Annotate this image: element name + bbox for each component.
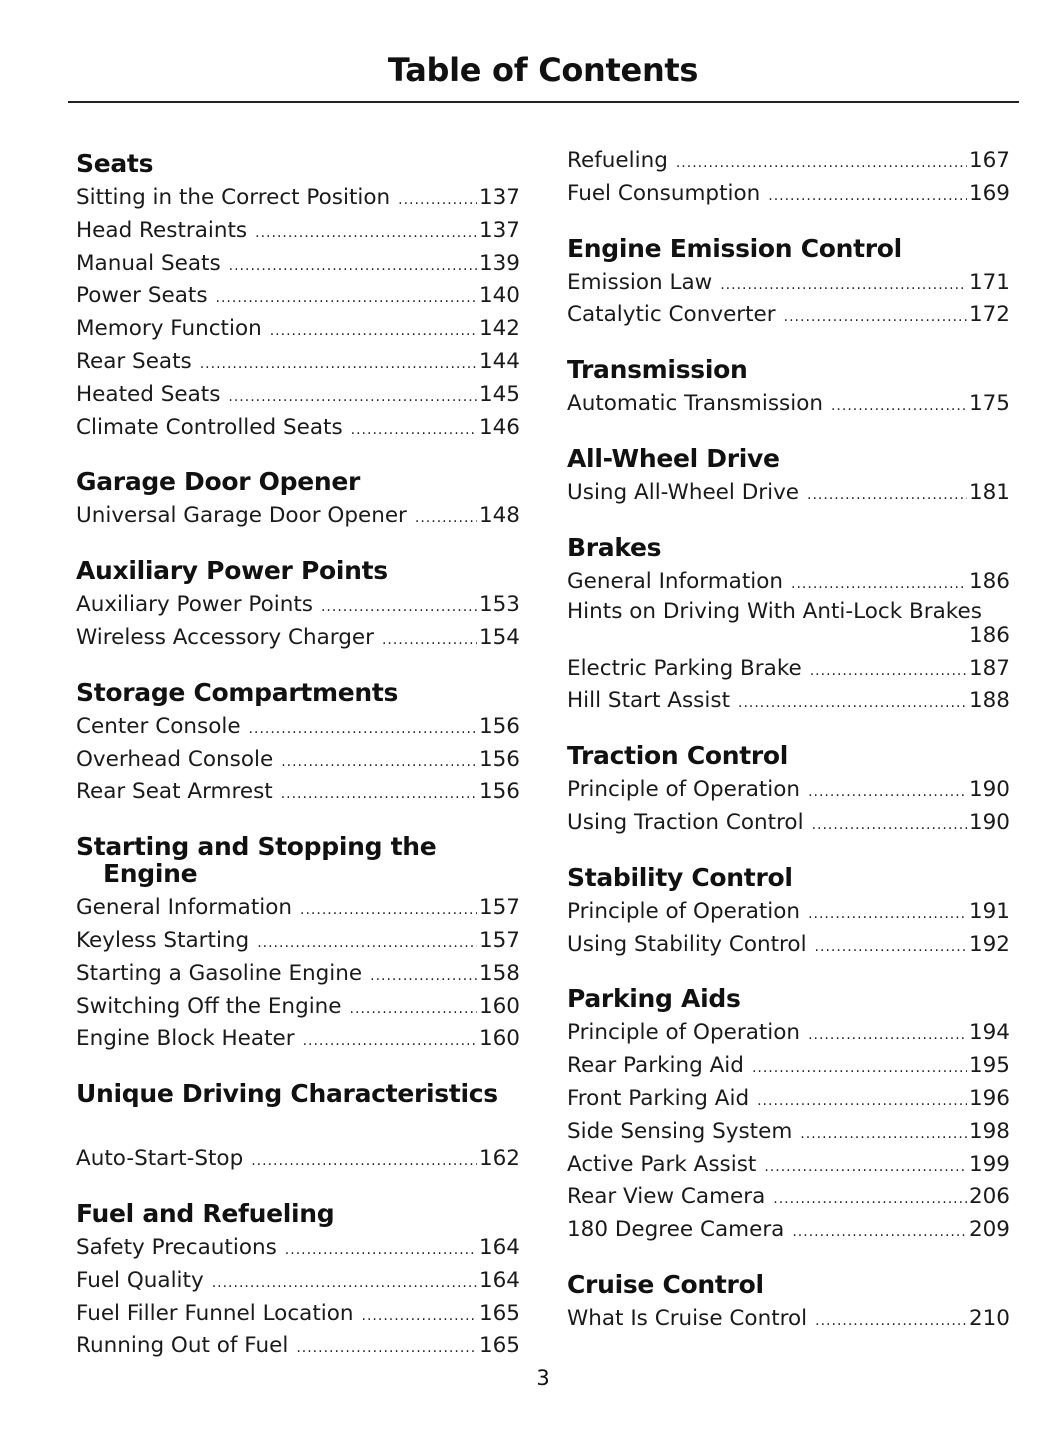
toc-entry[interactable] [567, 686, 1010, 719]
toc-entry[interactable] [76, 1299, 520, 1332]
toc-entry[interactable] [76, 1266, 520, 1299]
leader-dots [382, 626, 477, 656]
entry-page: 187 [968, 655, 1010, 681]
toc-entry[interactable] [76, 249, 520, 282]
toc-entry[interactable] [76, 959, 520, 992]
entry-label: Rear View Camera [567, 1184, 766, 1210]
section-gap [76, 1113, 520, 1144]
toc-entry[interactable] [76, 413, 520, 446]
section-heading[interactable]: Auxiliary Power Points [76, 556, 388, 586]
leader-dots [249, 715, 477, 745]
entry-page: 156 [478, 779, 520, 805]
entry-page: 167 [968, 148, 1010, 173]
entry-page: 156 [478, 746, 520, 772]
leader-dots [815, 933, 967, 963]
entry-label: Using Traction Control [567, 809, 804, 835]
leader-dots [810, 657, 967, 687]
entry-page: 186 [968, 568, 1010, 594]
toc-entry[interactable] [567, 930, 1010, 963]
entry-label: Front Parking Aid [567, 1085, 750, 1111]
leader-dots [200, 350, 477, 380]
entry-page: 158 [478, 960, 520, 986]
entry-label: What Is Cruise Control [567, 1305, 808, 1331]
entry-label: Universal Garage Door Opener [76, 503, 407, 529]
leader-dots [807, 481, 967, 511]
leader-dots [415, 504, 477, 534]
heading-line-2: Engine [103, 859, 198, 889]
leader-dots [808, 778, 967, 808]
toc-section-storage-compartments [76, 679, 520, 810]
entry-label: Refueling [567, 148, 668, 173]
section-heading[interactable] [76, 833, 520, 887]
leader-dots [216, 284, 477, 314]
leader-dots [303, 1027, 477, 1057]
entry-page: 191 [968, 898, 1010, 924]
toc-entry[interactable] [567, 897, 1010, 930]
leader-dots [270, 317, 477, 347]
entry-label: Auto-Start-Stop [76, 1146, 244, 1172]
leader-dots [752, 1054, 967, 1084]
section-heading[interactable]: Garage Door Opener [76, 467, 361, 497]
entry-page: 142 [478, 316, 520, 342]
entry-page: 145 [478, 381, 520, 407]
toc-section-all-wheel-drive [567, 445, 1010, 511]
entry-label: Running Out of Fuel [76, 1333, 289, 1359]
entry-page: 172 [968, 302, 1010, 328]
leader-dots [281, 780, 477, 810]
entry-page: 209 [968, 1217, 1010, 1243]
entry-page: 192 [968, 931, 1010, 957]
leader-dots [398, 186, 477, 216]
heading-line-1: Starting and Stopping the [76, 832, 437, 862]
entry-page: 164 [478, 1234, 520, 1260]
toc-entry[interactable] [76, 216, 520, 249]
toc-entry[interactable] [567, 567, 1010, 600]
toc-section-engine-emission-control [567, 235, 1010, 334]
leader-dots [768, 182, 967, 212]
toc-entry[interactable] [76, 745, 520, 778]
entry-label: Rear Parking Aid [567, 1053, 744, 1079]
entry-page: 190 [968, 809, 1010, 835]
entry-page: 157 [478, 927, 520, 953]
entry-label: 180 Degree Camera [567, 1217, 785, 1243]
toc-entry[interactable] [567, 1182, 1010, 1215]
entry-page: 146 [478, 414, 520, 440]
leader-dots [757, 1087, 967, 1117]
entry-label: General Information [76, 895, 293, 921]
entry-label: Manual Seats [76, 250, 221, 276]
leader-dots [212, 1269, 477, 1299]
entry-label: Electric Parking Brake [567, 655, 802, 681]
toc-entry[interactable] [567, 1084, 1010, 1117]
entry-label: Rear Seats [76, 348, 192, 374]
entry-label: Power Seats [76, 283, 208, 309]
toc-entry[interactable] [567, 389, 1010, 422]
section-heading[interactable]: Cruise Control [567, 1269, 764, 1299]
toc-entry[interactable] [567, 1150, 1010, 1183]
leader-dots [228, 383, 477, 413]
toc-entry[interactable] [76, 314, 520, 347]
entry-page: 198 [968, 1118, 1010, 1144]
entry-label: Keyless Starting [76, 927, 250, 953]
entry-label: Emission Law [567, 269, 713, 295]
entry-label: Head Restraints [76, 217, 248, 243]
toc-entry[interactable] [567, 478, 1010, 511]
entry-page: 195 [968, 1053, 1010, 1079]
leader-dots [831, 392, 967, 422]
leader-dots [251, 1147, 477, 1177]
leader-dots [800, 1120, 967, 1150]
entry-label: Overhead Console [76, 746, 274, 772]
entry-page: 196 [968, 1085, 1010, 1111]
entry-label: Using Stability Control [567, 931, 807, 957]
toc-entry[interactable] [76, 380, 520, 413]
entry-label: Principle of Operation [567, 1020, 801, 1046]
toc-entry[interactable] [76, 1233, 520, 1266]
toc-entry[interactable] [567, 268, 1010, 301]
entry-page: 206 [968, 1184, 1010, 1210]
toc-entry[interactable] [567, 1051, 1010, 1084]
toc-section-brakes [567, 534, 1010, 719]
entry-page: 175 [968, 391, 1010, 417]
entry-page: 171 [968, 269, 1010, 295]
entry-page: 169 [968, 180, 1010, 206]
entry-label: Fuel Quality [76, 1267, 204, 1293]
entry-label: Center Console [76, 713, 241, 739]
toc-entry[interactable] [76, 893, 520, 926]
toc-entry-wrapped[interactable] [567, 600, 1010, 648]
entry-label: Fuel Consumption [567, 180, 761, 206]
entry-page: 188 [968, 688, 1010, 714]
section-heading[interactable]: Traction Control [567, 741, 789, 771]
leader-dots [362, 1302, 477, 1332]
entry-page: 165 [478, 1333, 520, 1359]
toc-entry[interactable] [76, 623, 520, 656]
entry-page: 181 [968, 479, 1010, 505]
leader-dots [720, 271, 967, 301]
entry-label: Memory Function [76, 316, 262, 342]
leader-dots [815, 1307, 967, 1337]
toc-section-fuel-and-refueling [76, 1200, 520, 1364]
toc-section-garage-door-opener [76, 468, 520, 534]
toc-section-fuel-continued [567, 146, 1010, 212]
entry-page: 157 [478, 895, 520, 921]
entry-label: Wireless Accessory Charger [76, 624, 374, 650]
page-number: 3 [536, 1366, 550, 1390]
section-heading[interactable]: Storage Compartments [76, 677, 399, 707]
toc-section-transmission [567, 356, 1010, 422]
leader-dots [321, 593, 477, 623]
toc-entry[interactable] [76, 777, 520, 810]
toc-entry[interactable] [76, 926, 520, 959]
section-heading[interactable]: Unique Driving Characteristics [76, 1079, 498, 1109]
entry-label: Safety Precautions [76, 1234, 277, 1260]
leader-dots [808, 1021, 967, 1051]
entry-page: 139 [478, 250, 520, 276]
toc-left-column [76, 146, 520, 1387]
toc-entry[interactable] [76, 1144, 520, 1177]
toc-section-stability-control [567, 864, 1010, 963]
entry-wrap-line [567, 624, 1010, 648]
toc-entry[interactable] [567, 1304, 1010, 1337]
section-heading[interactable]: Brakes [567, 532, 662, 562]
toc-right-column [567, 146, 1010, 1360]
leader-dots [257, 929, 477, 959]
leader-dots [791, 570, 967, 600]
toc-entry[interactable] [567, 1018, 1010, 1051]
leader-dots [808, 900, 967, 930]
toc-entry[interactable] [76, 347, 520, 380]
leader-dots [676, 149, 967, 179]
entry-page: 148 [478, 503, 520, 529]
entry-page: 154 [478, 624, 520, 650]
entry-page: 160 [478, 993, 520, 1019]
entry-page: 137 [478, 217, 520, 243]
toc-section-starting-and-stopping [76, 833, 520, 1057]
entry-page: 165 [478, 1300, 520, 1326]
entry-page: 164 [478, 1267, 520, 1293]
entry-label: Using All-Wheel Drive [567, 479, 800, 505]
leader-dots [738, 689, 967, 719]
entry-label: General Information [567, 568, 784, 594]
entry-label: Climate Controlled Seats [76, 414, 343, 440]
toc-section-traction-control [567, 742, 1010, 841]
entry-label: Principle of Operation [567, 777, 801, 803]
leader-dots [784, 303, 967, 333]
toc-entry[interactable] [76, 712, 520, 745]
entry-page: 160 [478, 1026, 520, 1052]
entry-page: 137 [478, 185, 520, 210]
section-heading[interactable]: Parking Aids [567, 984, 741, 1014]
toc-entry[interactable] [76, 1024, 520, 1057]
leader-dots [296, 1334, 477, 1364]
entry-label: Hints on Driving With Anti-Lock Brakes [567, 598, 982, 624]
toc-entry[interactable] [567, 1215, 1010, 1248]
entry-page: 190 [968, 777, 1010, 803]
toc-entry[interactable] [76, 1331, 520, 1364]
entry-label: Switching Off the Engine [76, 993, 342, 1019]
entry-page: 144 [478, 348, 520, 374]
section-heading[interactable]: Transmission [567, 355, 748, 385]
entry-label: Engine Block Heater [76, 1026, 295, 1052]
entry-label: Principle of Operation [567, 898, 801, 924]
entry-page: 156 [478, 713, 520, 739]
toc-entry[interactable] [567, 808, 1010, 841]
entry-label: Side Sensing System [567, 1118, 793, 1144]
section-heading[interactable]: Engine Emission Control [567, 233, 902, 263]
toc-section-cruise-control [567, 1271, 1010, 1337]
leader-dots [812, 811, 967, 841]
entry-page: 199 [968, 1151, 1010, 1177]
leader-dots [300, 896, 477, 926]
leader-dots [229, 252, 477, 282]
leader-dots [281, 748, 477, 778]
entry-label: Auxiliary Power Points [76, 592, 313, 618]
leader-dots [764, 1153, 967, 1183]
leader-dots [350, 995, 477, 1025]
entry-label: Automatic Transmission [567, 391, 823, 417]
entry-page: 140 [478, 283, 520, 309]
section-heading[interactable]: Stability Control [567, 862, 793, 892]
entry-page: 210 [968, 1305, 1010, 1331]
toc-entry[interactable] [76, 281, 520, 314]
toc-entry[interactable] [76, 501, 520, 534]
toc-section-seats [76, 150, 520, 445]
toc-entry[interactable] [567, 775, 1010, 808]
entry-page: 153 [478, 592, 520, 618]
entry-label: Heated Seats [76, 381, 221, 407]
toc-entry[interactable] [567, 179, 1010, 212]
toc-entry[interactable] [567, 300, 1010, 333]
toc-section-auxiliary-power-points [76, 557, 520, 656]
toc-section-unique-driving [76, 1080, 520, 1177]
entry-label: Active Park Assist [567, 1151, 757, 1177]
toc-section-parking-aids [567, 985, 1010, 1248]
entry-page: 162 [478, 1146, 520, 1172]
leader-dots [255, 219, 477, 249]
toc-entry[interactable] [76, 183, 520, 216]
title-divider [68, 101, 1019, 103]
entry-label: Rear Seat Armrest [76, 779, 273, 805]
entry-label: Catalytic Converter [567, 302, 776, 328]
entry-label: Sitting in the Correct Position [76, 185, 391, 210]
entry-label: Fuel Filler Funnel Location [76, 1300, 354, 1326]
toc-entry[interactable] [76, 992, 520, 1025]
section-heading[interactable]: Fuel and Refueling [76, 1198, 335, 1228]
toc-entry[interactable] [567, 146, 1010, 179]
leader-dots [370, 962, 477, 992]
section-heading[interactable]: Seats [76, 149, 154, 178]
toc-entry[interactable] [567, 1117, 1010, 1150]
leader-dots [351, 416, 477, 446]
leader-dots [773, 1185, 967, 1215]
toc-entry[interactable] [567, 654, 1010, 687]
entry-page: 194 [968, 1020, 1010, 1046]
entry-page: 186 [968, 622, 1010, 648]
toc-entry[interactable] [76, 590, 520, 623]
entry-label: Hill Start Assist [567, 688, 730, 714]
page-title: Table of Contents [387, 51, 699, 89]
section-heading[interactable]: All-Wheel Drive [567, 443, 780, 473]
entry-label: Starting a Gasoline Engine [76, 960, 363, 986]
leader-dots [285, 1236, 477, 1266]
leader-dots [792, 1218, 967, 1248]
